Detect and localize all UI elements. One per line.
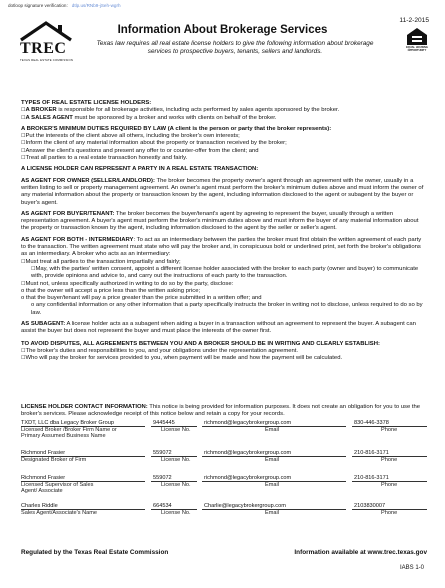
duty-item: ☐Treat all parties to a real estate transaction honestly and fairly. xyxy=(21,155,188,162)
represent-heading: A LICENSE HOLDER CAN REPRESENT A PARTY IN A REAL ESTATE TRANSACTION: xyxy=(21,166,259,173)
phone-value[interactable]: 2103830007 xyxy=(354,503,386,509)
contact-text: This notice is being provided for information purposes. It does not create an obligation for you to use the broker's services. Please acknowledge receipt of this notice below and retain a copy for your records. xyxy=(21,404,421,418)
bullet-icon: o xyxy=(21,287,26,294)
license-value[interactable]: 559072 xyxy=(153,450,172,456)
phone-label: Phone xyxy=(381,482,398,488)
type-item-text: is responsible for all brokerage activities, including acts performed by sales agents sponsored by the broker. xyxy=(56,107,340,114)
footer xyxy=(21,549,427,556)
phone-value[interactable]: 210-816-3171 xyxy=(354,450,389,456)
sub-heading: AS SUBAGENT: xyxy=(21,321,66,328)
both-heading: AS AGENT FOR BOTH - INTERMEDIARY xyxy=(21,236,134,243)
checkbox-icon: ☐ xyxy=(31,265,36,272)
license-value[interactable]: 559072 xyxy=(153,475,172,481)
phone-label: Phone xyxy=(381,457,398,463)
page-title: Information About Brokerage Services xyxy=(117,24,328,36)
both-text: : To act as an intermediary between the parties the broker must first obtain the written agreement of each party to the transaction. The written agreement must state who will pay the broker and, in conspicuous bold or underlined print, set forth the broker's obligations as an intermediary. A broker who acts as an intermediary: xyxy=(21,236,422,258)
checkbox-icon: ☐ xyxy=(21,258,26,265)
bullet-icon: o xyxy=(31,302,36,309)
both-item: o that the buyer/tenant will pay a price greater than the price submitted in a written offer; and xyxy=(21,295,262,302)
checkbox-icon: ☐ xyxy=(21,114,26,121)
form-id: IABS 1-0 xyxy=(399,565,424,571)
subagent xyxy=(21,321,427,336)
sub-text: A license holder acts as a subagent when aiding a buyer in a transaction without an agreement to represent the buyer. A subagent can assist the buyer but does not represent the buyer and must place the interests of the owner first. xyxy=(21,321,416,335)
email-value[interactable]: richmond@legacybrokergroup.com xyxy=(204,420,292,426)
checkbox-icon: ☐ xyxy=(21,155,26,162)
type-item xyxy=(21,115,427,122)
both-item: o that the owner will accept a price less than the written asking price; xyxy=(21,287,201,294)
contact-info xyxy=(21,404,427,419)
logo-subtitle: TEXAS REAL ESTATE COMMISSION xyxy=(20,58,74,62)
type-item xyxy=(21,107,427,114)
bullet-icon: o xyxy=(21,295,26,302)
license-value[interactable]: 9445445 xyxy=(153,420,175,426)
license-label: License No. xyxy=(161,482,191,488)
type-item-term: A BROKER xyxy=(25,107,57,114)
email-label: Email xyxy=(265,482,279,488)
owner-text: The broker becomes the property owner's agent through an agreement with the owner, usually in a written listing to sell or property management agreement. An owner's agent must perform the broker's minimum duties above and must inform the owner of any material information about the property or transaction known by the agent, including information disclosed to the agent or subagent by the buyer or buyer's agent. xyxy=(21,177,424,206)
name-label: Licensed Supervisor of Sales Agent/ Associate xyxy=(21,482,94,494)
agent-for-owner xyxy=(21,178,427,207)
checkbox-icon: ☐ xyxy=(21,133,26,140)
types-heading: TYPES OF REAL ESTATE LICENSE HOLDERS: xyxy=(21,100,152,106)
signature-link[interactable]: dtlp.us/RNb9-jSeh-wgrh xyxy=(71,3,121,8)
checkbox-icon: ☐ xyxy=(21,147,26,154)
footer-info-link[interactable]: Information available at www.trec.texas.gov xyxy=(294,549,427,556)
both-item: ☐Must not, unless specifically authorized in writing to do so by the party, disclose: xyxy=(21,280,234,287)
name-label: Licensed Broker /Broker Firm Name or Primary Assumed Business Name xyxy=(21,427,117,439)
both-item: ☐May, with the parties' written consent, appoint a different license holder associated with the broker to each party (owner and buyer) to communicate with, provide opinions and advice to, and carry out the instructions of each party to the transaction. xyxy=(31,265,419,280)
license-holder-row xyxy=(21,475,427,497)
license-label: License No. xyxy=(161,457,191,463)
disputes-heading: TO AVOID DISPUTES, ALL AGREEMENTS BETWEEN YOU AND A BROKER SHOULD BE IN WRITING AND CLEARLY ESTABLISH: xyxy=(21,340,380,347)
name-label: Designated Broker of Firm xyxy=(21,457,87,463)
checkbox-icon: ☐ xyxy=(21,140,26,147)
license-label: License No. xyxy=(161,510,191,516)
name-value[interactable]: Charles Riddle xyxy=(21,503,58,509)
email-label: Email xyxy=(265,457,279,463)
name-value[interactable]: TXDT, LLC dba Legacy Broker Group xyxy=(21,420,114,426)
intro-text: Texas law requires all real estate license holders to give the following information about brokerage services to prospective buyers, tenants, sellers and landlords. xyxy=(96,40,374,55)
name-value[interactable]: Richmond Frasier xyxy=(21,450,66,456)
equal-housing-caption: EQUAL HOUSING OPPORTUNITY xyxy=(406,46,428,52)
phone-value[interactable]: 830-446-3378 xyxy=(354,420,389,426)
email-label: Email xyxy=(265,510,279,516)
dispute-item: ☐Who will pay the broker for services provided to you, when payment will be made and how the payment will be calculated. xyxy=(21,355,343,362)
agent-for-buyer xyxy=(21,211,427,233)
signature-label: dotloop signature verification: xyxy=(8,3,68,8)
dispute-item: ☐The broker's duties and responsibilities to you, and your obligations under the representation agreement. xyxy=(21,347,299,354)
phone-label: Phone xyxy=(381,427,398,433)
checkbox-icon: ☐ xyxy=(21,280,26,287)
duty-item: ☐Answer the client's questions and present any offer to or counter-offer from the client; and xyxy=(21,147,259,154)
phone-label: Phone xyxy=(381,510,398,516)
email-value[interactable]: Charlie@legacybrokergroup.com xyxy=(204,503,286,509)
buyer-text: The broker becomes the buyer/tenant's agent by agreeing to represent the buyer, usually through a written representation agreement. A buyer's agent must perform the broker's minimum duties above and must inform the buyer of any material information about the property or transaction known by the agent, including information disclosed to the agent by the seller or seller's agent. xyxy=(21,210,419,232)
type-item-term: A SALES AGENT xyxy=(25,114,73,121)
license-value[interactable]: 664534 xyxy=(153,503,172,509)
phone-value[interactable]: 210-816-3171 xyxy=(354,475,389,481)
license-holder-row xyxy=(21,503,427,525)
logo-text: TREC xyxy=(20,40,67,57)
buyer-heading: AS AGENT FOR BUYER/TENANT: xyxy=(21,210,115,217)
agent-for-both xyxy=(21,237,427,259)
license-holder-row xyxy=(21,450,427,472)
footer-regulator: Regulated by the Texas Real Estate Commission xyxy=(21,549,169,556)
type-item-text: must be sponsored by a broker and works with clients on behalf of the broker. xyxy=(72,114,277,121)
name-label: Sales Agent/Associate's Name xyxy=(21,510,98,516)
both-item: o any confidential information or any other information that a party specifically instructs the broker in writing not to disclose, unless required to do so by law. xyxy=(31,302,423,316)
email-value[interactable]: richmond@legacybrokergroup.com xyxy=(204,475,292,481)
duty-item: ☐Put the interests of the client above all others, including the broker's own interests; xyxy=(21,133,240,140)
checkbox-icon: ☐ xyxy=(21,107,26,114)
both-item: ☐Must treat all parties to the transaction impartially and fairly; xyxy=(21,258,181,265)
document-body xyxy=(21,95,427,363)
owner-heading: AS AGENT FOR OWNER (SELLER/LANDLORD): xyxy=(21,177,155,184)
signature-verification xyxy=(8,3,121,8)
name-value[interactable]: Richmond Frasier xyxy=(21,475,66,481)
license-holder-row xyxy=(21,420,427,442)
contact-heading: LICENSE HOLDER CONTACT INFORMATION: xyxy=(21,404,148,410)
checkbox-icon: ☐ xyxy=(21,347,26,354)
form-date: 11-2-2015 xyxy=(399,17,429,24)
duties-heading: A BROKER'S MINIMUM DUTIES REQUIRED BY LAW (A client is the person or party that the broker represents): xyxy=(21,125,332,132)
email-value[interactable]: richmond@legacybrokergroup.com xyxy=(204,450,292,456)
duty-item: ☐Inform the client of any material information about the property or transaction received by the broker; xyxy=(21,140,287,147)
license-label: License No. xyxy=(161,427,191,433)
checkbox-icon: ☐ xyxy=(21,355,26,362)
email-label: Email xyxy=(265,427,279,433)
